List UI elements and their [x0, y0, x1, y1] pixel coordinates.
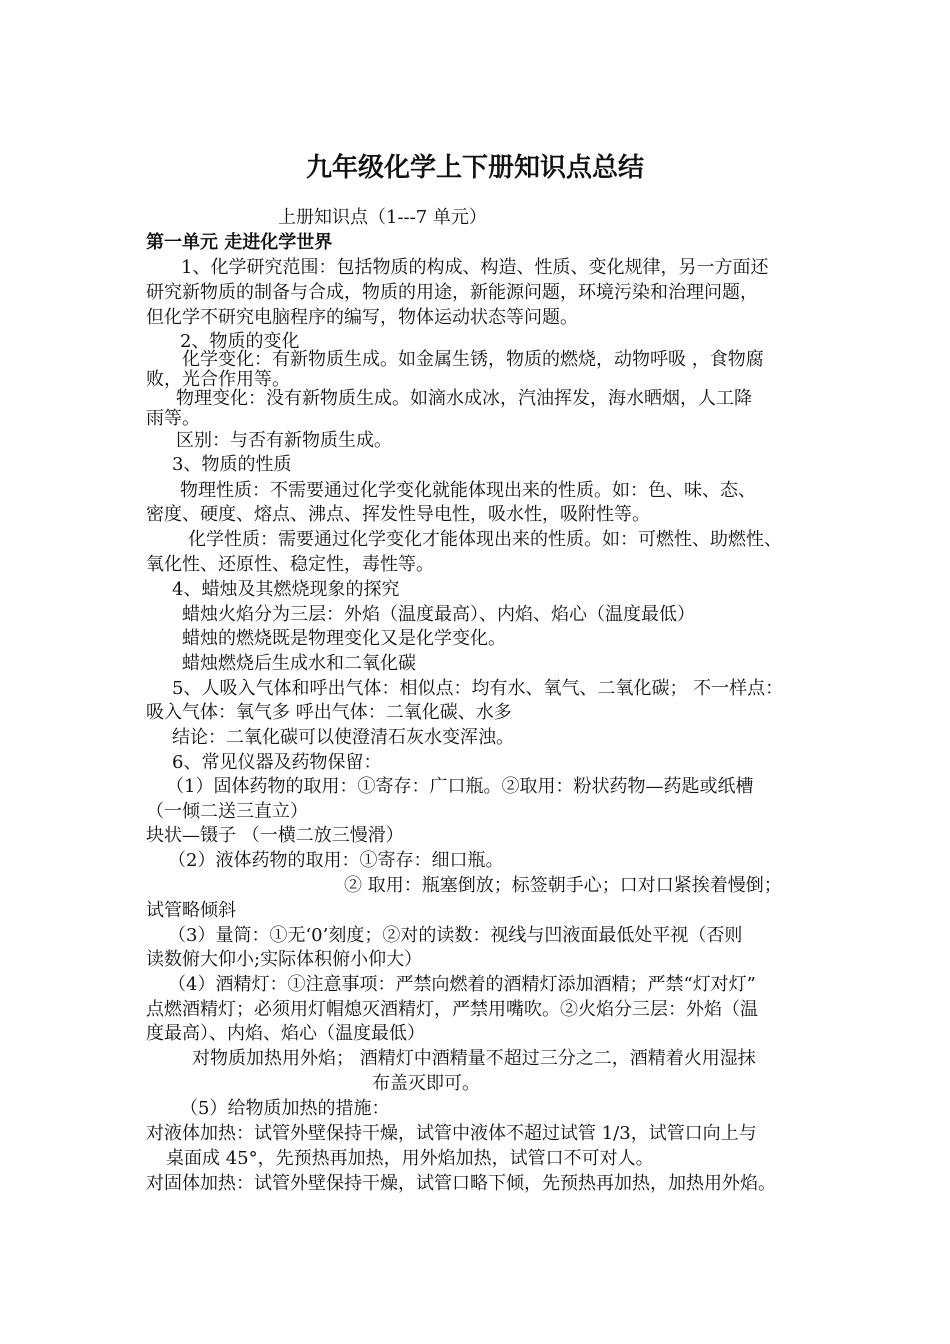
body-line: 雨等。	[146, 408, 200, 429]
body-line: （1）固体药物的取用：①寄存：广口瓶。②取用：粉状药物—药匙或纸槽	[166, 776, 754, 797]
body-line: 败，光合作用等。	[146, 369, 290, 390]
body-line: （4）酒精灯：①注意事项：严禁向燃着的酒精灯添加酒精；严禁“灯对灯”	[168, 974, 756, 995]
body-line: 试管略倾斜	[146, 900, 236, 921]
body-line: （一倾二送三直立）	[146, 801, 308, 822]
body-line: 度最高）、内焰、焰心（温度最低）	[146, 1023, 425, 1044]
page-title: 九年级化学上下册知识点总结	[305, 153, 644, 183]
body-line: 对液体加热：试管外壁保持干燥，试管中液体不超过试管 1/3，试管口向上与	[146, 1123, 757, 1144]
body-line: 研究新物质的制备与合成，物质的用途，新能源问题，环境污染和治理问题，	[146, 282, 758, 303]
body-line: 对固体加热：试管外壁保持干燥，试管口略下倾，先预热再加热，加热用外焰。	[146, 1173, 776, 1194]
body-line: 氧化性、还原性、稳定性，毒性等。	[146, 554, 434, 575]
section-heading: （5）给物质加热的措施：	[180, 1098, 390, 1119]
section-heading: 2、物质的变化	[180, 331, 300, 352]
body-line: 密度、硬度、熔点、沸点、挥发性导电性，吸水性，吸附性等。	[146, 504, 650, 525]
body-line: 蜡烛燃烧后生成水和二氧化碳	[182, 653, 416, 674]
body-line: 蜡烛的燃烧既是物理变化又是化学变化。	[182, 628, 506, 649]
body-line: （3）量筒：①无‘0’刻度；②对的读数：视线与凹液面最低处平视（否则	[168, 925, 743, 946]
body-line: 蜡烛火焰分为三层：外焰（温度最高）、内焰、焰心（温度最低）	[182, 604, 695, 625]
section-heading: 3、物质的性质	[172, 454, 292, 475]
body-line: ② 取用：瓶塞倒放；标签朝手心；口对口紧挨着慢倒；	[344, 875, 782, 896]
body-line: 结论：二氧化碳可以使澄清石灰水变浑浊。	[172, 727, 514, 748]
body-line: 布盖灭即可。	[372, 1073, 480, 1094]
body-line: （2）液体药物的取用：①寄存：细口瓶。	[168, 850, 504, 871]
body-line: 化学变化：有新物质生成。如金属生锈，物质的燃烧，动物呼吸 ，食物腐	[182, 349, 764, 370]
body-line: 对物质加热用外焰； 酒精灯中酒精量不超过三分之二，酒精着火用湿抹	[192, 1048, 756, 1069]
body-line: 点燃酒精灯；必须用灯帽熄灭酒精灯，严禁用嘴吹。②火焰分三层：外焰（温	[146, 999, 758, 1020]
section-heading: 5、人吸入气体和呼出气体：相似点：均有水、氧气、二氧化碳； 不一样点：	[172, 678, 784, 699]
body-line: 吸入气体：氧气多 呼出气体：二氧化碳、水多	[146, 702, 512, 723]
body-line: 1、化学研究范围：包括物质的构成、构造、性质、变化规律，另一方面还	[181, 257, 769, 278]
body-line: 物理变化：没有新物质生成。如滴水成冰，汽油挥发，海水晒烟，人工降	[176, 388, 752, 409]
section-heading: 6、常见仪器及药物保留：	[172, 752, 382, 773]
body-line: 块状—镊子 （一横二放三慢滑）	[146, 825, 404, 846]
body-line: 物理性质：不需要通过化学变化就能体现出来的性质。如：色、味、态、	[180, 480, 756, 501]
body-line: 化学性质：需要通过化学变化才能体现出来的性质。如：可燃性、助燃性、	[188, 529, 782, 550]
unit-heading: 第一单元 走进化学世界	[146, 232, 333, 253]
body-line: 但化学不研究电脑程序的编写，物体运动状态等问题。	[146, 307, 578, 328]
body-line: 区别：与否有新物质生成。	[176, 430, 392, 451]
section-heading: 4、蜡烛及其燃烧现象的探究	[172, 579, 400, 600]
body-line: 桌面成 45°，先预热再加热，用外焰加热，试管口不可对人。	[166, 1148, 654, 1169]
subtitle: 上册知识点（1---7 单元）	[278, 207, 487, 228]
body-line: 读数俯大仰小;实际体积俯小仰大）	[146, 949, 423, 970]
